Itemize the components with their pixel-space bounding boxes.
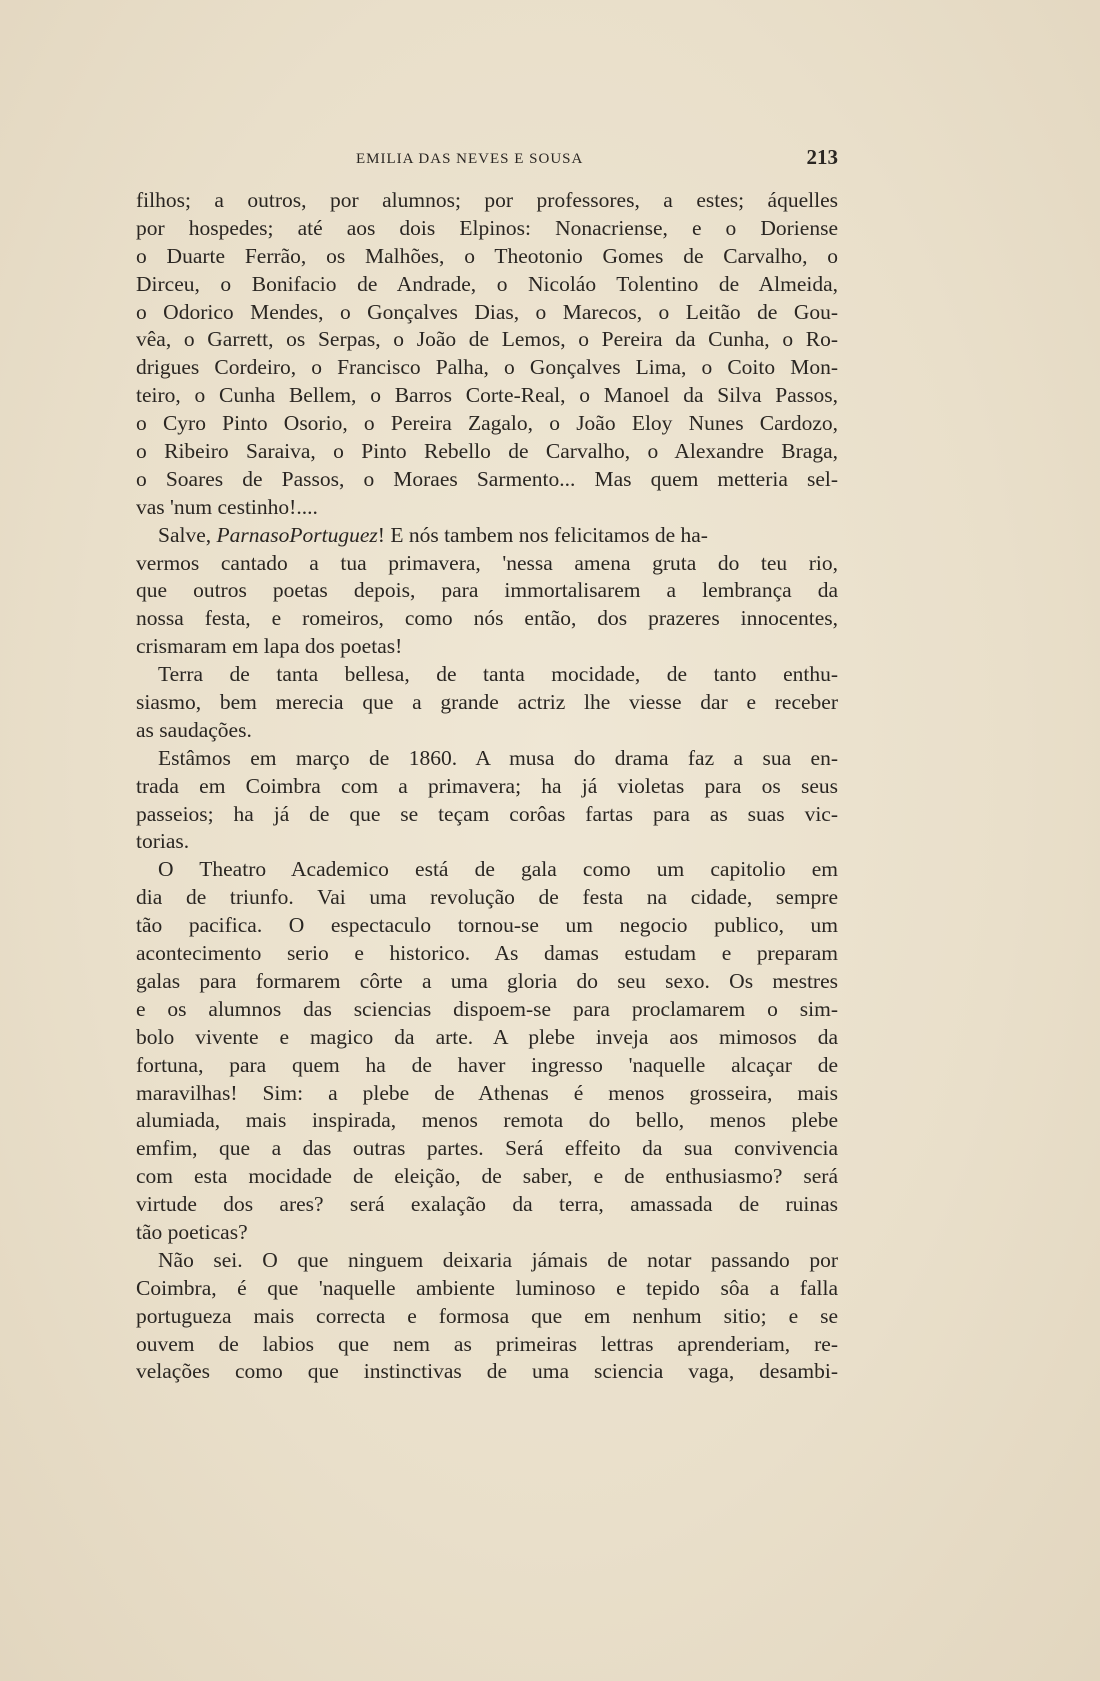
text-line: alumiada, mais inspirada, menos remota do bello, menos plebe bbox=[136, 1108, 838, 1133]
text-line: virtude dos ares? será exalação da terra, amassada de ruinas bbox=[136, 1192, 838, 1217]
text-line: portugueza mais correcta e formosa que em nenhum sitio; e se bbox=[136, 1303, 838, 1328]
text-fragment: Salve, bbox=[158, 522, 217, 547]
text-line: velações como que instinctivas de uma sciencia vaga, desambi- bbox=[136, 1359, 838, 1384]
text-line: fortuna, para quem ha de haver ingresso 'naquelle alcaçar de bbox=[136, 1052, 838, 1077]
text-line: e os alumnos das sciencias dispoem-se para proclamarem o sim- bbox=[136, 996, 838, 1021]
text-line: vêa, o Garrett, os Serpas, o João de Lemos, o Pereira da Cunha, o Ro- bbox=[136, 327, 838, 352]
text-line: tão pacifica. O espectaculo tornou-se um negocio publico, um bbox=[136, 913, 838, 938]
text-line: vas 'num cestinho!.... bbox=[136, 494, 318, 519]
text-line: as saudações. bbox=[136, 717, 252, 742]
text-line: o Odorico Mendes, o Gonçalves Dias, o Marecos, o Leitão de Gou- bbox=[136, 299, 838, 324]
text-line: ouvem de labios que nem as primeiras lettras aprenderiam, re- bbox=[136, 1331, 838, 1356]
text-line: torias. bbox=[136, 829, 190, 854]
text-line: Não sei. O que ninguem deixaria jámais de notar passando por bbox=[158, 1247, 838, 1272]
running-title: EMILIA DAS NEVES E SOUSA bbox=[356, 151, 584, 167]
page-number: 213 bbox=[806, 145, 838, 169]
text-line: passeios; ha já de que se teçam corôas fartas para as suas vic- bbox=[136, 801, 838, 826]
text-line: tão poeticas? bbox=[136, 1219, 248, 1244]
text-line: Dirceu, o Bonifacio de Andrade, o Nicoláo Tolentino de Almeida, bbox=[136, 271, 838, 296]
text-line: maravilhas! Sim: a plebe de Athenas é menos grosseira, mais bbox=[136, 1080, 838, 1105]
text-line: filhos; a outros, por alumnos; por professores, a estes; áquelles bbox=[136, 188, 838, 212]
text-line: o Duarte Ferrão, os Malhões, o Theotonio Gomes de Carvalho, o bbox=[136, 243, 838, 268]
text-line: drigues Cordeiro, o Francisco Palha, o Gonçalves Lima, o Coito Mon- bbox=[136, 355, 838, 380]
text-line: trada em Coimbra com a primavera; ha já violetas para os seus bbox=[136, 773, 838, 798]
text-line: O Theatro Academico está de gala como um capitolio em bbox=[158, 857, 838, 882]
text-line: Estâmos em março de 1860. A musa do drama faz a sua en- bbox=[158, 745, 838, 770]
text-line: bolo vivente e magico da arte. A plebe inveja aos mimosos da bbox=[136, 1024, 838, 1049]
page-header bbox=[136, 145, 838, 175]
text-line: nossa festa, e romeiros, como nós então, dos prazeres innocentes, bbox=[136, 606, 838, 631]
text-line: dia de triunfo. Vai uma revolução de festa na cidade, sempre bbox=[136, 885, 838, 910]
text-line bbox=[136, 522, 838, 550]
text-line: que outros poetas depois, para immortalisarem a lembrança da bbox=[136, 578, 838, 603]
text-line: o Cyro Pinto Osorio, o Pereira Zagalo, o João Eloy Nunes Cardozo, bbox=[136, 411, 838, 436]
text-line: com esta mocidade de eleição, de saber, e de enthusiasmo? será bbox=[136, 1164, 838, 1189]
text-line: Coimbra, é que 'naquelle ambiente luminoso e tepido sôa a falla bbox=[136, 1275, 838, 1300]
text-line: crismaram em lapa dos poetas! bbox=[136, 634, 403, 659]
text-line: o Soares de Passos, o Moraes Sarmento... Mas quem metteria sel- bbox=[136, 466, 838, 491]
text-line: vermos cantado a tua primavera, 'nessa amena gruta do teu rio, bbox=[136, 550, 838, 575]
text-fragment: ! E nós tambem nos felicitamos de ha- bbox=[377, 522, 708, 547]
text-line: Terra de tanta bellesa, de tanta mocidade, de tanto enthu- bbox=[158, 662, 838, 687]
text-line: acontecimento serio e historico. As damas estudam e preparam bbox=[136, 941, 838, 966]
text-line: teiro, o Cunha Bellem, o Barros Corte-Real, o Manoel da Silva Passos, bbox=[136, 383, 838, 408]
book-title-italic: ParnasoPortuguez bbox=[216, 522, 378, 547]
text-line: emfim, que a das outras partes. Será effeito da sua convivencia bbox=[136, 1136, 838, 1161]
text-line: por hospedes; até aos dois Elpinos: Nonacriense, e o Doriense bbox=[136, 215, 838, 240]
text-line: o Ribeiro Saraiva, o Pinto Rebello de Carvalho, o Alexandre Braga, bbox=[136, 439, 838, 464]
body-text bbox=[136, 187, 838, 1386]
text-line: siasmo, bem merecia que a grande actriz lhe viesse dar e receber bbox=[136, 690, 838, 715]
text-line: galas para formarem côrte a uma gloria do seu sexo. Os mestres bbox=[136, 968, 838, 993]
